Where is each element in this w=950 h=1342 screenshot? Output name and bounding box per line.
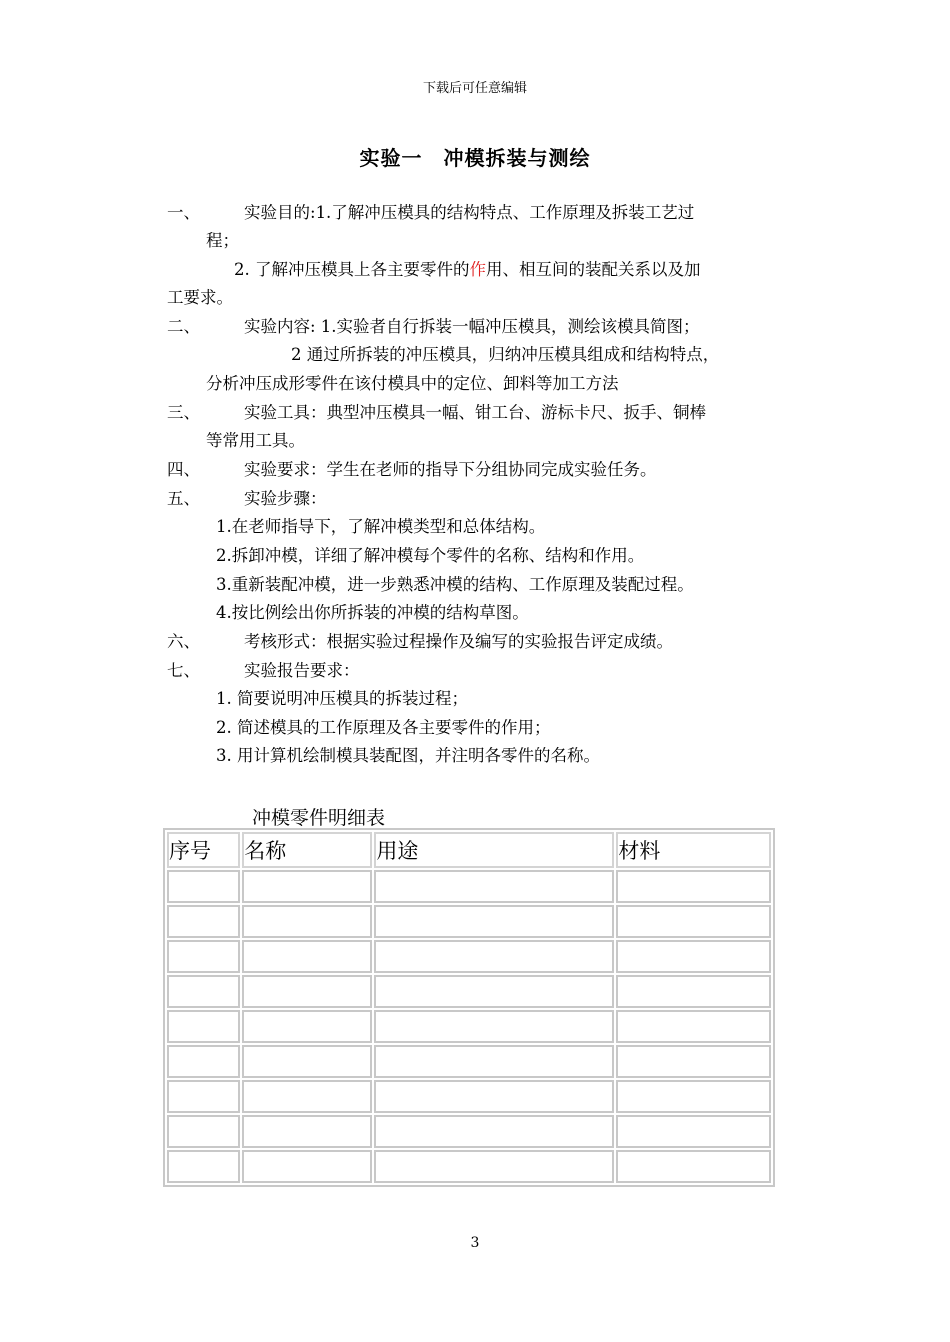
- header-cell-index: 序号: [167, 832, 240, 868]
- section-5-number: 五、: [167, 489, 200, 508]
- table-cell[interactable]: [242, 975, 372, 1008]
- section-2-text: [244, 317, 700, 337]
- table-cell[interactable]: [242, 1150, 372, 1183]
- report-item: 2. 简述模具的工作原理及各主要零件的作用；: [216, 718, 551, 737]
- section-2-line1: 1.实验者自行拆装一幅冲压模具，测绘该模具简图；: [315, 317, 700, 336]
- section-1-sub-line2: 工要求。: [167, 288, 233, 307]
- table-cell[interactable]: [167, 1010, 240, 1043]
- section-6-number: 六、: [167, 632, 200, 651]
- table-cell[interactable]: [242, 1115, 372, 1148]
- section-1-text: [244, 203, 694, 223]
- section-2-label: 实验内容:: [244, 317, 316, 336]
- table-cell[interactable]: [616, 940, 771, 973]
- document-title: 实验一 冲模拆装与测绘: [359, 146, 591, 170]
- table-header-row: [167, 832, 771, 868]
- table-cell[interactable]: [167, 1115, 240, 1148]
- section-4-number: 四、: [167, 460, 200, 479]
- step-item: 4.按比例绘出你所拆装的冲模的结构草图。: [216, 603, 529, 622]
- table-row: [167, 1115, 771, 1148]
- table-cell[interactable]: [616, 1080, 771, 1113]
- table-cell[interactable]: [374, 1045, 614, 1078]
- section-2-sub2: 分析冲压成形零件在该付模具中的定位、卸料等加工方法: [206, 374, 619, 393]
- table-cell[interactable]: [242, 870, 372, 903]
- table-cell[interactable]: [374, 905, 614, 938]
- table-cell[interactable]: [242, 905, 372, 938]
- section-4-text: [244, 460, 657, 480]
- section-3-line2: 等常用工具。: [206, 431, 305, 450]
- page-number: 3: [470, 1235, 480, 1251]
- table-caption: 冲模零件明细表: [252, 807, 386, 829]
- section-6-label: 考核形式：: [244, 632, 327, 651]
- table-cell[interactable]: [167, 1150, 240, 1183]
- step-item: 3.重新装配冲模，进一步熟悉冲模的结构、工作原理及装配过程。: [216, 575, 694, 594]
- table-cell[interactable]: [616, 1010, 771, 1043]
- table-row: [167, 1045, 771, 1078]
- page-header: 下载后可任意编辑: [422, 81, 527, 96]
- section-2-number: 二、: [167, 317, 200, 336]
- section-1-number: 一、: [167, 203, 200, 222]
- header-cell-material: 材料: [616, 832, 771, 868]
- section-3-number: 三、: [167, 403, 200, 422]
- table-row: [167, 870, 771, 903]
- header-cell-purpose: 用途: [374, 832, 614, 868]
- table-row: [167, 975, 771, 1008]
- sub-item-text-a: 2. 了解冲压模具上各主要零件的: [234, 260, 470, 279]
- header-cell-name: 名称: [242, 832, 372, 868]
- table-row: [167, 905, 771, 938]
- table-cell[interactable]: [167, 940, 240, 973]
- section-4-label: 实验要求：: [244, 460, 327, 479]
- section-7-number: 七、: [167, 661, 200, 680]
- table-cell[interactable]: [374, 1010, 614, 1043]
- section-6-line1: 根据实验过程操作及编写的实验报告评定成绩。: [326, 632, 673, 651]
- table-cell[interactable]: [616, 1150, 771, 1183]
- table-cell[interactable]: [374, 1115, 614, 1148]
- table-cell[interactable]: [616, 1115, 771, 1148]
- section-4-line1: 学生在老师的指导下分组协同完成实验任务。: [326, 460, 657, 479]
- table-cell[interactable]: [167, 1080, 240, 1113]
- section-2-sub1: 2 通过所拆装的冲压模具，归纳冲压模具组成和结构特点，: [291, 345, 720, 364]
- section-5-label: 实验步骤：: [244, 489, 327, 508]
- table-row: [167, 1010, 771, 1043]
- sub-item-text-b: 用、相互间的装配关系以及加: [486, 260, 701, 279]
- section-3-label: 实验工具：: [244, 403, 327, 422]
- table-cell[interactable]: [374, 870, 614, 903]
- table-cell[interactable]: [167, 905, 240, 938]
- section-3-line1: 典型冲压模具一幅、钳工台、游标卡尺、扳手、铜棒: [326, 403, 706, 422]
- section-3-text: [244, 403, 706, 423]
- table-cell[interactable]: [616, 975, 771, 1008]
- section-6-text: [244, 632, 673, 652]
- section-1-line2: 程；: [206, 231, 239, 250]
- sub-item-red-char: 作: [469, 260, 486, 279]
- table-row: [167, 1080, 771, 1113]
- table-cell[interactable]: [167, 975, 240, 1008]
- table-cell[interactable]: [616, 1045, 771, 1078]
- section-7-label: 实验报告要求：: [244, 661, 360, 680]
- table-cell[interactable]: [167, 1045, 240, 1078]
- table-cell[interactable]: [374, 1150, 614, 1183]
- report-item: 1. 简要说明冲压模具的拆装过程；: [216, 689, 468, 708]
- table-cell[interactable]: [374, 940, 614, 973]
- table-row: [167, 940, 771, 973]
- parts-table: [163, 828, 775, 1187]
- table-cell[interactable]: [242, 1080, 372, 1113]
- step-item: 1.在老师指导下，了解冲模类型和总体结构。: [216, 517, 546, 536]
- section-1-line1: 1.了解冲压模具的结构特点、工作原理及拆装工艺过: [315, 203, 695, 222]
- table-cell[interactable]: [242, 1045, 372, 1078]
- section-1-label: 实验目的:: [244, 203, 316, 222]
- table-cell[interactable]: [374, 1080, 614, 1113]
- table-cell[interactable]: [616, 905, 771, 938]
- step-item: 2.拆卸冲模，详细了解冲模每个零件的名称、结构和作用。: [216, 546, 645, 565]
- table-row: [167, 1150, 771, 1183]
- report-item: 3. 用计算机绘制模具装配图，并注明各零件的名称。: [216, 746, 600, 765]
- section-1-sub-item: [234, 260, 701, 280]
- table-cell[interactable]: [616, 870, 771, 903]
- table-cell[interactable]: [167, 870, 240, 903]
- table-cell[interactable]: [242, 940, 372, 973]
- table-cell[interactable]: [242, 1010, 372, 1043]
- table-cell[interactable]: [374, 975, 614, 1008]
